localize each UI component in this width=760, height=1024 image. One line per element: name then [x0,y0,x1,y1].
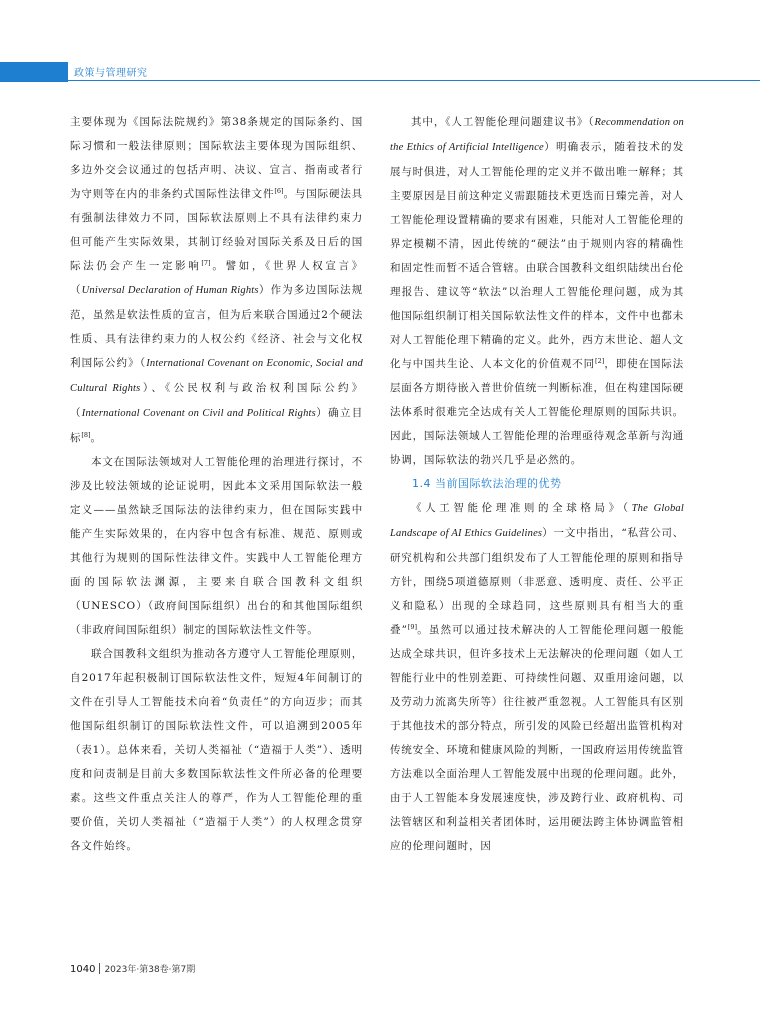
page-number: 1040 [70,964,96,975]
paragraph: 《人工智能伦理准则的全球格局》（The Global Landscape of AI Ethics Guidelines）一文中指出，“私营公司、研究机构和公共部门组织发布了人工智能伦理的原则和指导方针，围绕5项道德原则（非恶意、透明度、责任、公平正义和隐私）出现的全球趋同，这些原则具有相当大的重叠”[9]。虽然可以通过技术解决的人工智能伦理问题一般能达成全球共识，但许多技术上无法解决的伦理问题（如人工智能行业中的性别差距、可持续性问题、双重用途问题，以及劳动力流离失所等）往往被严重忽视。人工智能具有区别于其他技术的部分特点，所引发的风险已经超出监管机构对传统安全、环境和健康风险的判断，一国政府运用传统监管方法难以全面治理人工智能发展中出现的伦理问题。此外，由于人工智能本身发展速度快，涉及跨行业、政府机构、司法管辖区和利益相关者团体时，运用硬法跨主体协调监管相应的伦理问题时，因 [390,502,685,852]
citation-ref[interactable]: [9] [407,623,417,631]
issue-info: 2023年·第38卷·第7期 [104,965,196,975]
header-color-bar [0,62,68,82]
header-rule [68,80,760,81]
right-column [390,110,684,858]
paragraph: 联合国教科文组织为推动各方遵守人工智能伦理原则，自2017年起积极制订国际软法性文件，短短4年间制订的文件在引导人工智能技术向着“负责任”的方向迈步；而其他国际组织制订的国际软法性文件，可以追溯到2005年（表1）。总体来看，关切人类福祉（“造福于人类”）、透明度和问责制是目前大多数国际软法性文件所必备的伦理要素。这些文件重点关注人的尊严，作为人工智能伦理的重要价值，关切人类福祉（“造福于人类”）的人权理念贯穿各文件始终。 [70,648,363,852]
paragraph: 主要体现为《国际法院规约》第38条规定的国际条约、国际习惯和一般法律原则；国际软法主要体现为国际组织、多边外交会议通过的包括声明、决议、宣言、指南或者行为守则等在内的非条约式国际性法律文件[6]。与国际硬法具有强制法律效力不同，国际软法原则上不具有法律约束力但可能产生实际效果，其制订经验对国际关系及日后的国际法仍会产生一定影响[7]。譬如，《世界人权宣言》（Universal Declaration of Human Rights）作为多边国际法规范，虽然是软法性质的宣言，但为后来联合国通过2个硬法性质、具有法律约束力的人权公约《经济、社会与文化权利国际公约》（International Covenant on Economic, Social and Cultural Rights）、《公民权利与政治权利国际公约》（International Covenant on Civil and Political Rights）确立目标[8]。 [70,116,363,444]
left-column [70,110,363,858]
citation-ref[interactable]: [6] [274,187,284,195]
section-title: 政策与管理研究 [74,68,148,79]
paragraph: 本文在国际法领域对人工智能伦理的治理进行探讨，不涉及比较法领域的论证说明，因此本文采用国际软法一般定义——虽然缺乏国际法的法律约束力，但在国际实践中能产生实际效果的，在内容中包含有标准、规范、原则或其他行为规则的国际性法律文件。实践中人工智能伦理方面的国际软法渊源，主要来自联合国教科文组织（UNESCO）（政府间国际组织）出台的和其他国际组织（非政府间国际组织）制定的国际软法性文件等。 [70,456,363,636]
page-footer [70,962,195,975]
section-heading: 1.4 当前国际软法治理的优势 [412,477,562,490]
citation-ref[interactable]: [7] [201,259,211,267]
paragraph: 其中，《人工智能伦理问题建议书》（Recommendation on the Ethics of Artificial Intelligence）明确表示，随着技术的发展与时俱进，对人工智能伦理的定义并不做出唯一解释；其主要原因是目前这种定义需跟随技术更迭而日臻完善，对人工智能伦理设置精确的要求有困难，只能对人工智能伦理的界定模糊不清，因此传统的“硬法”由于规则内容的精确性和固定性而暂不适合管辖。由联合国教科文组织陆续出台伦理报告、建议等“软法”以治理人工智能伦理问题，成为其他国际组织制订相关国际软法性文件的样本，文件中也都未对人工智能伦理下精确的定义。此外，西方末世论、超人文化与中国共生论、人本文化的价值观不同[2]，即使在国际法层面各方期待嵌入普世价值统一判断标准，但在构建国际硬法体系时很难完全达成有关人工智能伦理原则的国际共识。因此，国际法领域人工智能伦理的治理亟待观念革新与沟通协调，国际软法的勃兴几乎是必然的。 [390,116,684,466]
citation-ref[interactable]: [2] [595,357,605,365]
citation-ref[interactable]: [8] [81,431,91,439]
footer-divider [99,963,100,974]
